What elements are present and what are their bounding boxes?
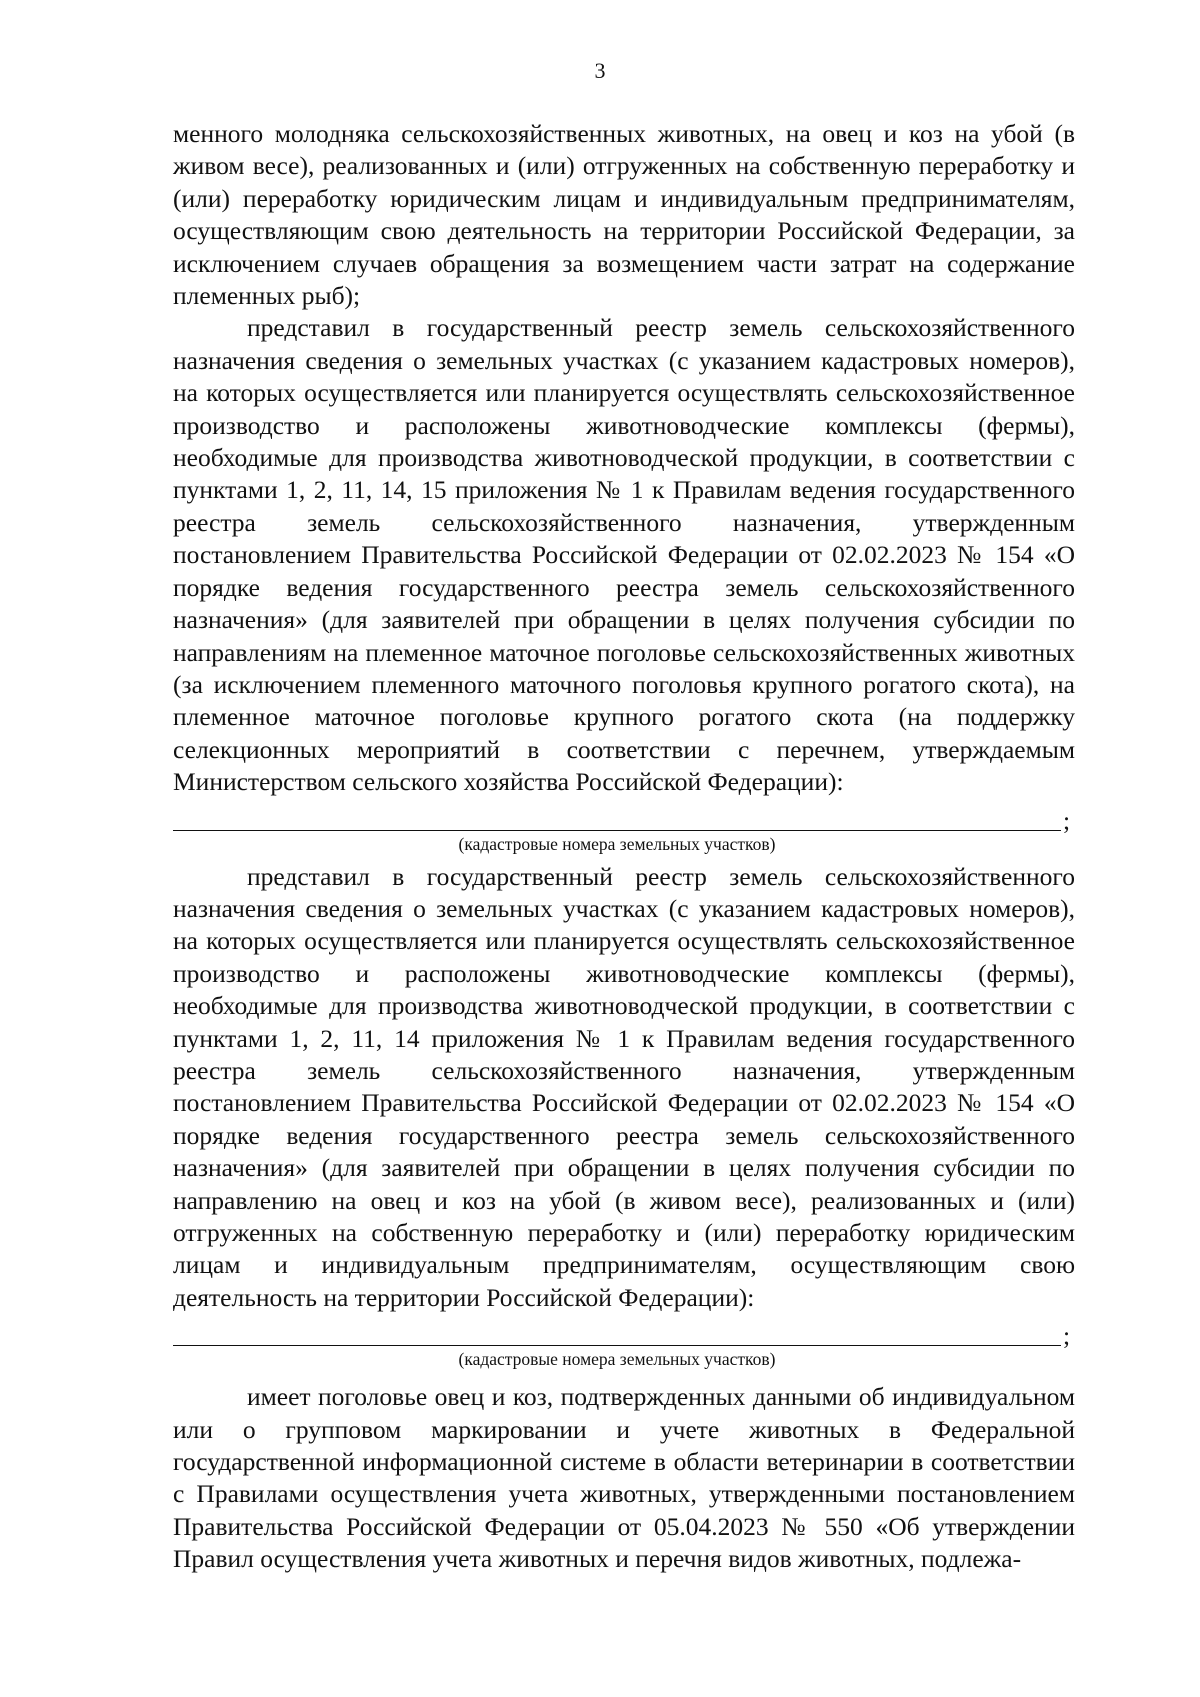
fill-in-line [173, 830, 1061, 831]
cadastral-numbers-field-2 [173, 1314, 1075, 1376]
paragraph-continuation: менного молодняка сельскохозяйственных животных, на овец и коз на убой (в живом весе), реализованных и (или) отгруженных на собственную переработку и (или) переработку юридическим лицам и индивидуальным предпринимателям, осуществляющим свою деятельность на территории Российской Федерации, за исключением случаев обращения за возмещением части затрат на содержание племенных рыб); [173, 119, 1075, 311]
page-number: 3 [594, 58, 606, 83]
field-terminator: ; [1063, 1321, 1071, 1351]
cadastral-numbers-field-1 [173, 799, 1075, 861]
paragraph-registry-livestock: представил в государственный реестр земель сельскохозяйственного назначения сведения о земельных участках (с указанием кадастровых номеров), на которых осуществляется или планируется осуществлять сельскохозяйственное производство и расположены животноводческие комплексы (фермы), необходимые для производства животноводческой продукции, в соответствии с пунктами 1, 2, 11, 14, 15 приложения № 1 к Правилам ведения государственного реестра земель сельскохозяйственного назначения, утвержденным постановлением Правительства Российской Федерации от 02.02.2023 № 154 «О порядке ведения государственного реестра земель сельскохозяйственного назначения» (для заявителей при обращении в целях получения субсидии по направлениям на племенное маточное поголовье сельскохозяйственных животных (за исключением племенного маточного поголовья крупного рогатого скота), на племенное маточное поголовье крупного рогатого скота (на поддержку селекционных мероприятий в соответствии с перечнем, утверждаемым Министерством сельского хозяйства Российской Федерации): [173, 313, 1075, 797]
fill-in-line [173, 1345, 1061, 1346]
field-caption: (кадастровые номера земельных участков) [458, 833, 776, 854]
paragraph-registry-sheep-goats: представил в государственный реестр земель сельскохозяйственного назначения сведения о земельных участках (с указанием кадастровых номеров), на которых осуществляется или планируется осуществлять сельскохозяйственное производство и расположены животноводческие комплексы (фермы), необходимые для производства животноводческой продукции, в соответствии с пунктами 1, 2, 11, 14 приложения № 1 к Правилам ведения государственного реестра земель сельскохозяйственного назначения, утвержденным постановлением Правительства Российской Федерации от 02.02.2023 № 154 «О порядке ведения государственного реестра земель сельскохозяйственного назначения» (для заявителей при обращении в целях получения субсидии по направлению на овец и коз на убой (в живом весе), реализованных и (или) отгруженных на собственную переработку и (или) переработку юридическим лицам и индивидуальным предпринимателям, осуществляющим свою деятельность на территории Российской Федерации): [173, 861, 1075, 1312]
field-caption: (кадастровые номера земельных участков) [458, 1349, 776, 1370]
paragraph-livestock-accounting: имеет поголовье овец и коз, подтвержденных данными об индивидуальном или о групповом маркировании и учете животных в Федеральной государственной информационной системе в области ветеринарии в соответствии с Правилами осуществления учета животных, утвержденными постановлением Правительства Российской Федерации от 05.04.2023 № 550 «Об утверждении Правил осуществления учета животных и перечня видов животных, подлежа- [173, 1382, 1075, 1574]
document-body [173, 118, 1075, 1576]
field-terminator: ; [1063, 805, 1071, 835]
